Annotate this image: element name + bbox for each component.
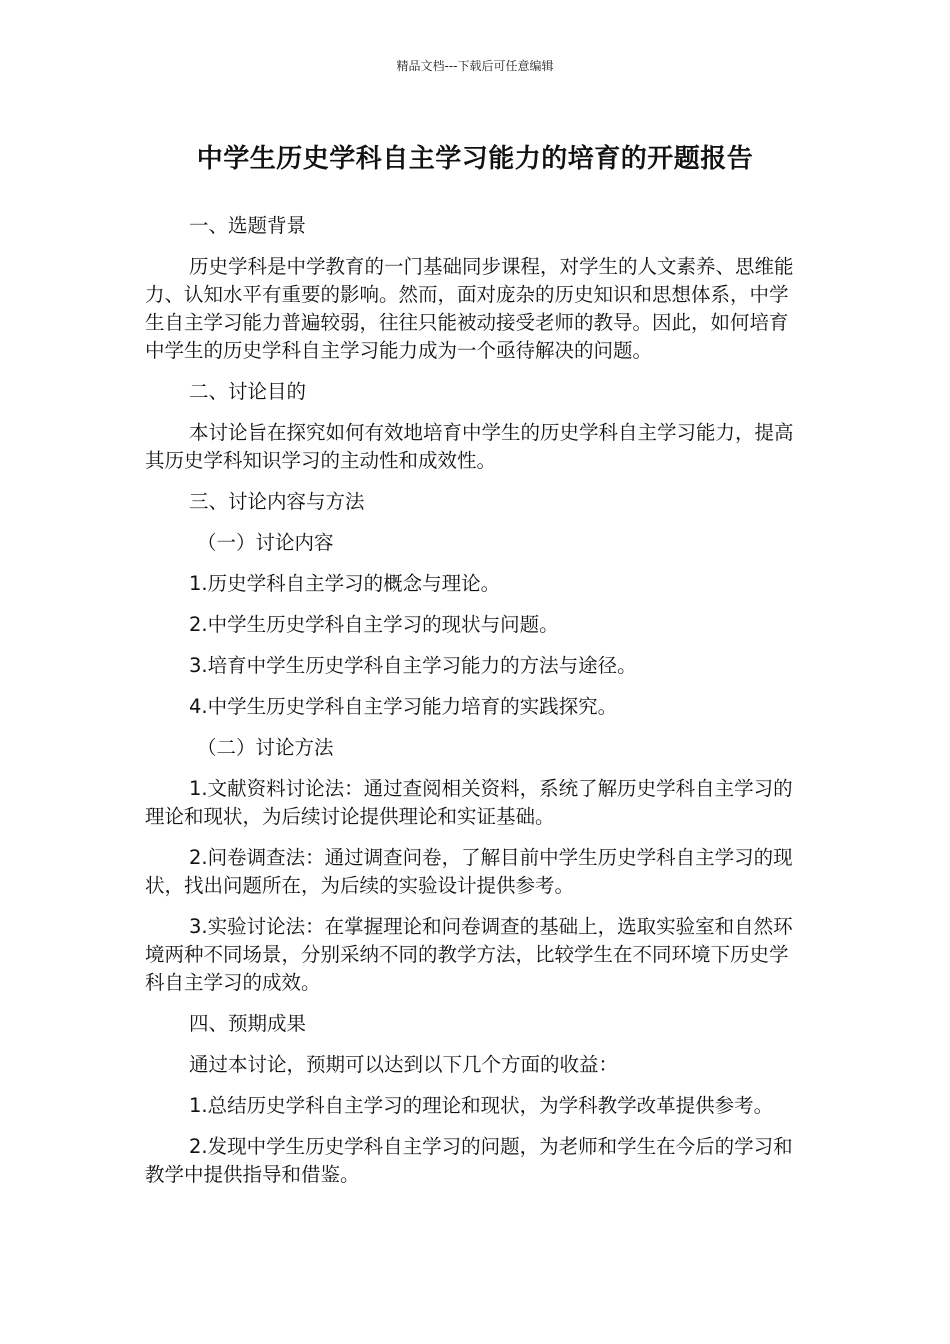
document-title: 中学生历史学科自主学习能力的培育的开题报告 <box>196 144 754 174</box>
list-item-content-2: 2.中学生历史学科自主学习的现状与问题。 <box>189 613 559 636</box>
paragraph-outcomes-intro: 通过本讨论，预期可以达到以下几个方面的收益： <box>189 1053 619 1076</box>
section-heading-content-method: 三、讨论内容与方法 <box>189 490 365 513</box>
list-item-method-2: 2.问卷调查法：通过调查问卷，了解目前中学生历史学科自主学习的现状，找出问题所在，为后续的实验设计提供参考。 <box>145 846 793 897</box>
list-item-method-1: 1.文献资料讨论法：通过查阅相关资料，系统了解历史学科自主学习的理论和现状，为后续讨论提供理论和实证基础。 <box>145 777 793 828</box>
list-item-content-3: 3.培育中学生历史学科自主学习能力的方法与途径。 <box>189 654 637 677</box>
list-item-content-4: 4.中学生历史学科自主学习能力培育的实践探究。 <box>189 695 618 718</box>
section-heading-purpose: 二、讨论目的 <box>189 380 307 403</box>
section-heading-background: 一、选题背景 <box>189 214 307 237</box>
list-item-content-1: 1.历史学科自主学习的概念与理论。 <box>189 572 501 595</box>
section-heading-outcomes: 四、预期成果 <box>189 1012 307 1035</box>
list-item-outcome-2: 2.发现中学生历史学科自主学习的问题，为老师和学生在今后的学习和教学中提供指导和借鉴。 <box>145 1135 793 1186</box>
header-note: 精品文档---下载后可任意编辑 <box>396 59 554 73</box>
list-item-outcome-1: 1.总结历史学科自主学习的理论和现状，为学科教学改革提供参考。 <box>189 1094 774 1117</box>
subsection-heading-content: （一）讨论内容 <box>197 531 334 554</box>
list-item-method-3: 3.实验讨论法：在掌握理论和问卷调查的基础上，选取实验室和自然环境两种不同场景，分别采纳不同的教学方法，比较学生在不同环境下历史学科自主学习的成效。 <box>145 915 793 994</box>
paragraph-background: 历史学科是中学教育的一门基础同步课程，对学生的人文素养、思维能力、认知水平有重要的影响。然而，面对庞杂的历史知识和思想体系，中学生自主学习能力普遍较弱，往往只能被动接受老师的教导。因此，如何培育中学生的历史学科自主学习能力成为一个亟待解决的问题。 <box>145 255 794 362</box>
paragraph-purpose: 本讨论旨在探究如何有效地培育中学生的历史学科自主学习能力，提高其历史学科知识学习的主动性和成效性。 <box>145 421 794 472</box>
document-body <box>145 212 805 1202</box>
subsection-heading-method: （二）讨论方法 <box>197 736 334 759</box>
